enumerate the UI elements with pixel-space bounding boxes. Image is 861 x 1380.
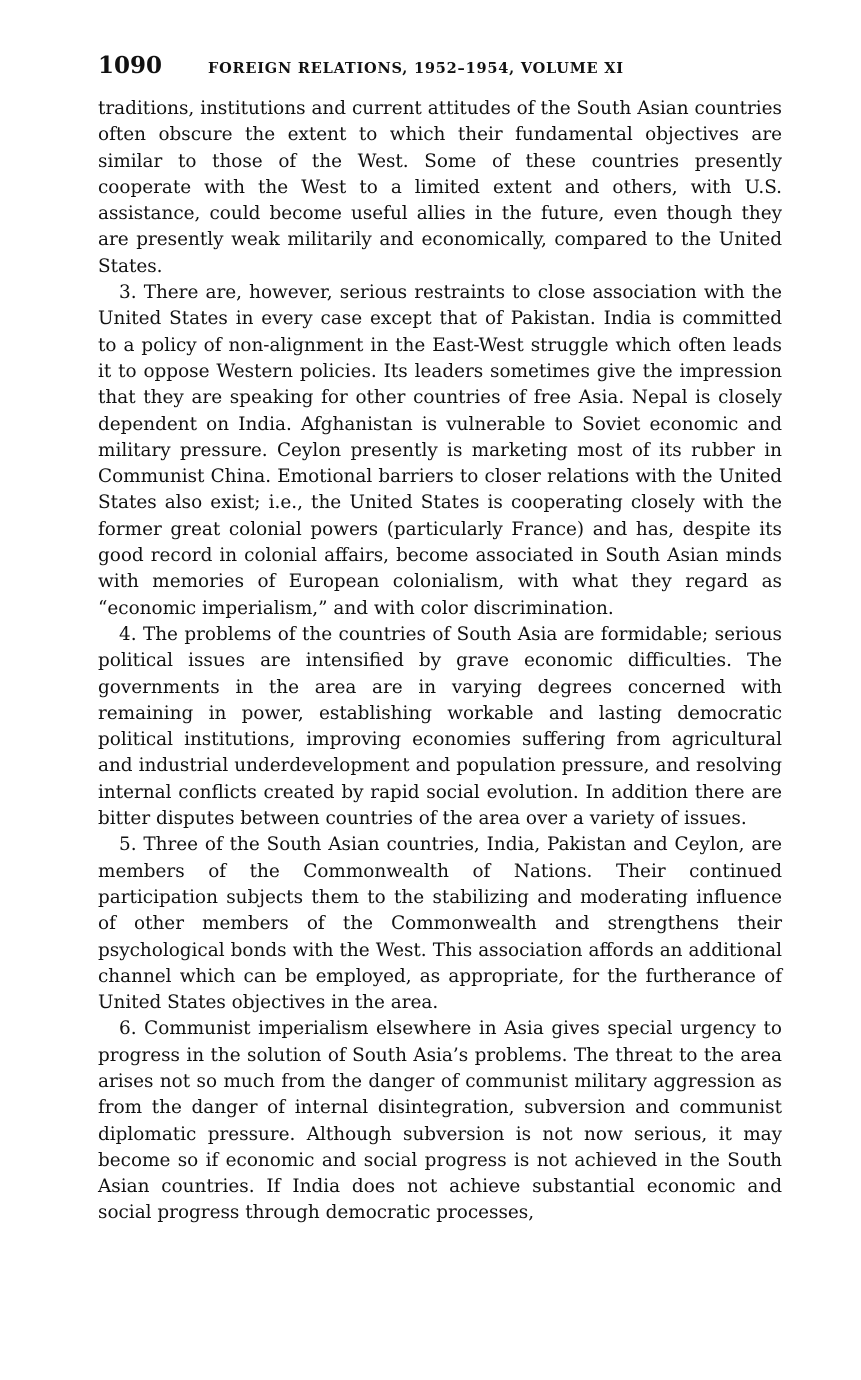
paragraph-3: 3. There are, however, serious restraints to close association with the United States in every case except that of Pakistan. India is committed to a policy of non-alignment in the East-West struggle which often leads it to oppose Western policies. Its leaders sometimes give the impression that they are speaking for other countries of free Asia. Nepal is closely dependent on India. Afghanistan is vulnerable to Soviet economic and military pressure. Ceylon presently is marketing most of its rubber in Communist China. Emotional barriers to closer relations with the United States also exist; i.e., the United States is cooperating closely with the former great colonial powers (particularly France) and has, despite its good record in colonial affairs, become associated in South Asian minds with memories of European colonialism, with what they regard as “economic imperialism,” and with color discrimination. (98, 282, 782, 619)
body-text (98, 96, 782, 1227)
page-number: 1090 (98, 52, 163, 79)
page-header (98, 52, 782, 88)
paragraph-continuation: traditions, institutions and current attitudes of the South Asian countries often obscure the extent to which their fundamental objectives are similar to those of the West. Some of these countries presently cooperate with the West to a limited extent and others, with U.S. assistance, could become useful allies in the future, even though they are presently weak militarily and economically, compared to the United States. (98, 98, 782, 277)
document-page (98, 52, 782, 1227)
running-head: FOREIGN RELATIONS, 1952–1954, VOLUME XI (208, 60, 624, 77)
paragraph-6: 6. Communist imperialism elsewhere in Asia gives special urgency to progress in the solution of South Asia’s problems. The threat to the area arises not so much from the danger of communist military aggression as from the danger of internal disintegration, subversion and communist diplomatic pressure. Although subversion is not now serious, it may become so if economic and social progress is not achieved in the South Asian countries. If India does not achieve substantial economic and social progress through democratic processes, (98, 1018, 782, 1224)
paragraph-5: 5. Three of the South Asian countries, India, Pakistan and Ceylon, are members of the Commonwealth of Nations. Their continued participation subjects them to the stabilizing and moderating influence of other members of the Commonwealth and strengthens their psychological bonds with the West. This association affords an additional channel which can be employed, as appropriate, for the furtherance of United States objectives in the area. (98, 834, 782, 1014)
paragraph-4: 4. The problems of the countries of South Asia are formidable; serious political issues are intensified by grave economic difficulties. The governments in the area are in varying degrees concerned with remaining in power, establishing workable and lasting democratic political institutions, improving economies suffering from agricultural and industrial underdevelopment and population pressure, and resolving internal conflicts created by rapid social evolution. In addition there are bitter disputes between countries of the area over a variety of issues. (98, 623, 782, 830)
